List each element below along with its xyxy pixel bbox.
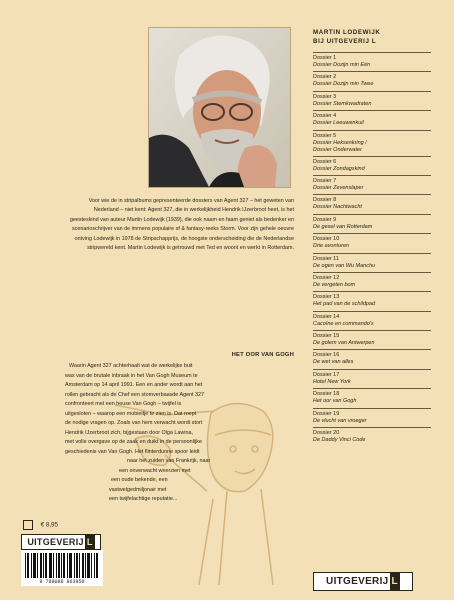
story-line: Hendrik IJzerbroot zich, bijgestaan door Olga Lawina,	[65, 429, 193, 436]
dossier-title: Drie avonturen	[313, 243, 350, 250]
intro-text	[65, 197, 294, 253]
barcode-bar	[53, 553, 54, 578]
dossier-number: Dossier 19	[313, 410, 340, 417]
dossier-title: De gesel van Rotterdam	[313, 223, 373, 230]
dossier-title: Cacoïne en commando's	[313, 320, 374, 327]
story-line: rollen gebracht als de Chef een stomverbaasde Agent 327	[65, 391, 205, 398]
story-line: een twijfelachtige reputatie...	[109, 496, 178, 502]
dossier-item	[313, 130, 431, 156]
barcode-bar	[46, 553, 47, 578]
barcode-bar	[87, 553, 88, 578]
dossier-item	[313, 408, 431, 427]
dossier-title: Het pad van de schildpad	[313, 301, 376, 308]
barcode-bar	[96, 553, 97, 578]
barcode-bar	[79, 553, 80, 578]
dossier-list	[298, 52, 438, 446]
dossier-title: De Daddy Vinci Code	[313, 437, 366, 444]
barcode-bar	[45, 553, 46, 578]
barcode-bar	[89, 553, 90, 578]
dossier-item	[313, 194, 431, 213]
barcode-bar	[59, 553, 60, 578]
isbn-number: 9 789088 863950	[39, 579, 85, 585]
story-line: geschiedenis van Van Gogh. Het flinterdunne spoor leidt	[65, 448, 200, 455]
dossier-item	[313, 175, 431, 194]
barcode-bar	[83, 553, 84, 578]
barcode-bar	[74, 553, 75, 578]
dossier-title: Dossier Dozijn min Eén	[313, 62, 371, 68]
dossier-item	[313, 52, 431, 71]
dossier-number: Dossier 15	[313, 333, 340, 340]
barcode-bar	[94, 553, 95, 578]
barcode-bar	[31, 553, 32, 578]
barcode-bar	[82, 553, 83, 578]
dossier-item	[313, 311, 431, 330]
dossier-number: Dossier 14	[313, 313, 340, 320]
author-photo	[148, 27, 291, 188]
dossier-title: Dossier Dozijn min Twee	[313, 81, 374, 88]
story-line: Waarin Agent 327 achterhaalt wat de werkelijke buit	[69, 363, 193, 369]
barcode-bar	[49, 553, 50, 578]
dossier-number: Dossier 17	[313, 371, 340, 378]
story-line: een onverwacht weerzien met	[119, 467, 191, 474]
sidebar-title-line2: BIJ UITGEVERIJ L	[313, 38, 377, 45]
dossier-number: Dossier 11	[313, 255, 339, 262]
barcode-bar	[35, 553, 36, 578]
barcode-bar	[63, 553, 64, 578]
dossier-title: Dossier Leeuwenkuil	[313, 120, 364, 127]
dossier-number: Dossier 4	[313, 113, 337, 120]
dossier-number: Dossier 6	[313, 158, 337, 165]
sidebar-title	[313, 28, 438, 46]
barcode-bar	[33, 553, 34, 578]
dossier-item	[313, 71, 431, 90]
dossier-title-continued: Dossier Onderwater	[313, 146, 362, 153]
dossier-title: De vergeten bom	[313, 281, 356, 288]
story-line: was van de brutale inbraak in het Van Gogh Museum te	[65, 372, 198, 379]
story-line: Amsterdam op 14 april 1991. Een en ander wordt aan het	[65, 382, 203, 388]
barcode-bar	[91, 553, 92, 578]
dossier-number: Dossier 2	[313, 74, 337, 81]
barcode-bar	[34, 553, 35, 578]
barcode-bar	[67, 553, 68, 578]
barcode-bar	[28, 553, 29, 578]
dossier-number: Dossier 8	[313, 197, 337, 204]
dossier-item	[313, 369, 431, 388]
dossier-item	[313, 388, 431, 407]
dossier-title: De wet van alles	[313, 359, 354, 366]
barcode-bar	[41, 553, 42, 578]
logo-tag: L	[86, 537, 93, 547]
barcode-bar	[56, 553, 57, 578]
dossier-number: Dossier 20	[313, 430, 340, 437]
sidebar-title-line1: MARTIN LODEWIJK	[313, 29, 381, 36]
story-heading: HET OOR VAN GOGH	[231, 352, 294, 358]
barcode-bar	[71, 553, 72, 578]
dossier-item	[313, 349, 431, 368]
sidebar-dossier-list	[298, 22, 438, 582]
dossier-title: Hotel New York	[313, 378, 351, 385]
barcode-bar	[61, 553, 62, 578]
barcode-bar	[51, 553, 52, 578]
dossier-title: Dossier Zevenslaper	[313, 184, 364, 191]
dossier-number: Dossier 16	[313, 352, 340, 359]
dossier-title: De ogen van Wu Manchu	[313, 262, 376, 269]
dossier-item	[313, 272, 431, 291]
dossier-title: Dossier Heksenkring /	[313, 139, 367, 146]
barcode-bar	[70, 553, 71, 578]
barcode-bar	[58, 553, 59, 578]
story-line: vastwelgedmiljonair met	[109, 486, 167, 493]
barcode-bar	[85, 553, 86, 578]
dossier-title: Dossier Stemkwadraten	[313, 100, 372, 107]
dossier-number: Dossier 9	[313, 216, 337, 223]
barcode-bar	[69, 553, 70, 578]
barcode-bar	[37, 553, 38, 578]
dossier-item	[313, 330, 431, 349]
barcode	[21, 550, 103, 586]
barcode-bars	[25, 553, 99, 578]
story-line: een oude bekende, een	[111, 477, 168, 483]
story-line: de nodige vragen op. Zoals van hem verwacht wordt stort	[65, 420, 203, 426]
publisher-logo-small	[21, 534, 101, 550]
intro-paragraph: Voor wie de in stripalbums gepresenteerde dossiers van Agent 327 – het geweten van Nederland – niet kent: Agent 327, die in werkelijkheid Hendrik IJzerbroot heet, is het geesteskind van auteur Martin Lodewijk (1939), die ook naam en faam geniet als bedenker en scenarioschrijver van de immens populaire sf & fantasy-reeks Storm. Voor zijn gehele oeuvre ontving Lodewijk in 1978 de Stripschapprijs, de hoogste onderscheiding die de Nederlandse stripwereld kent. Martin Lodewijk is getrouwd met Ted en woont en werkt in Rotterdam.	[69, 198, 294, 252]
dossier-number: Dossier 3	[313, 93, 337, 100]
dossier-number: Dossier 10	[313, 236, 340, 243]
story-text	[65, 362, 294, 505]
price-checkbox	[23, 520, 33, 530]
barcode-bar	[43, 553, 44, 578]
dossier-number: Dossier 7	[313, 177, 337, 184]
publisher-logo	[313, 572, 413, 591]
dossier-title: De vlucht van vroeger	[313, 417, 367, 424]
dossier-title: Dossier Nachtwacht	[313, 204, 362, 211]
dossier-item	[313, 233, 431, 252]
dossier-number: Dossier 1	[313, 55, 337, 61]
barcode-bar	[76, 553, 77, 578]
dossier-item	[313, 156, 431, 175]
price-label: € 8,95	[40, 521, 58, 529]
barcode-bar	[25, 553, 26, 578]
barcode-bar	[40, 553, 41, 578]
price	[23, 520, 58, 530]
dossier-item	[313, 110, 431, 129]
dossier-title: Het oor van Gogh	[313, 398, 357, 405]
dossier-number: Dossier 5	[313, 132, 337, 139]
story-line: met volle overgave op de zaak en duikt in de persoonlijke	[65, 439, 202, 445]
logo-tag-large: L	[390, 573, 400, 590]
barcode-bar	[97, 553, 98, 578]
story-line: confronteert met een heuse Van Gogh – twijfel is	[65, 401, 182, 407]
dossier-title: De golem van Antwerpen	[313, 340, 375, 347]
dossier-number: Dossier 12	[313, 274, 340, 281]
dossier-item	[313, 253, 431, 272]
dossier-item	[313, 91, 431, 110]
dossier-number: Dossier 18	[313, 391, 340, 398]
dossier-item	[313, 427, 431, 446]
logo-word-large: UITGEVERIJ	[326, 576, 389, 587]
dossier-number: Dossier 13	[313, 294, 340, 301]
dossier-title: Dossier Zondagskind	[313, 165, 365, 172]
dossier-item	[313, 291, 431, 310]
barcode-bar	[77, 553, 78, 578]
dossier-item	[313, 214, 431, 233]
barcode-bar	[50, 553, 51, 578]
logo-word: UITGEVERIJ	[27, 537, 84, 547]
story-line: uitgesloten – waarop een mobieltje te zien is. Dat roept	[65, 410, 197, 417]
barcode-bar	[88, 553, 89, 578]
barcode-bar	[27, 553, 28, 578]
barcode-bar	[64, 553, 65, 578]
story-line: naar het zuiden van Frankrijk, naar	[127, 458, 211, 464]
